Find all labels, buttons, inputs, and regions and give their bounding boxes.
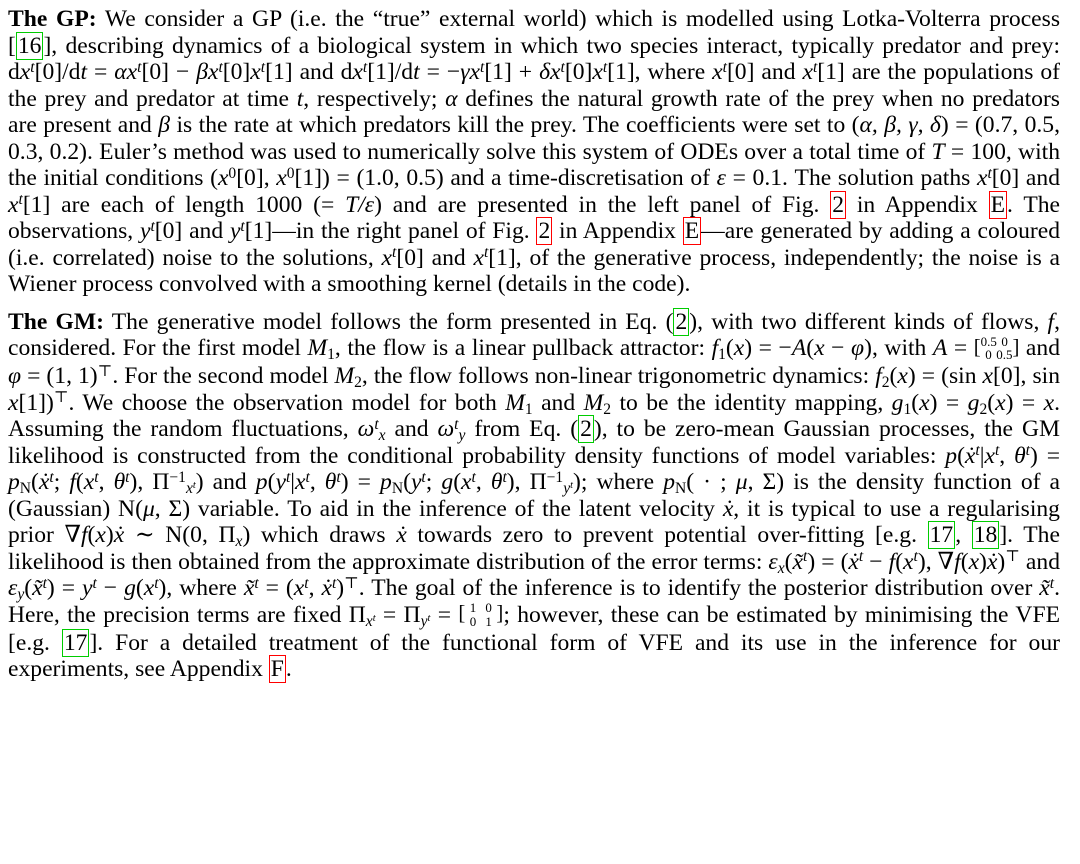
paragraph-generative-model: The GM: The generative model follows the form presented in Eq. (2), with two different kinds of flows, f, considered. For the first model $M_1$, the flow is a linear pullback attractor: $f_1(x) = -A(x - \varphi)$, with A = [0.5 0 0 0.5] and φ = (1, 1)⊤. For the second model $M_2$, the flow follows non-linear trigonometric dynamics: $f_2(x) = (\sin$ x[0], sin x[1])⊤. We choose the observation model for both $M_1$ and $M_2$ to be the identity mapping, $g_1(x) = g_2(x) = x$. Assuming the random fluctuations, $\omega^t_x$ and $\omega^t_y$ from Eq. (2), to be zero-mean Gaussian processes, the GM likelihood is constructed from the conditional probability density functions of model variables: $p(ẋ^t|x^t$, $\theta^t$) = $p_N(ẋ^t$; $f(x^t$, $\theta^t$), $\Pi^{-1}_{x^t}$) and $p(y^t|x^t$, $\theta^t) = p_N(y^t$; $g(x^t$, $\theta^t$), $\Pi^{-1}_{y^t}$); where $p_N$( · ; μ, Σ) is the density function of a (Gaussian) N(μ, Σ) variable. To aid in the inference of the latent velocity ẋ, it is typical to use a regularising prior ∇f(x)ẋ ∼ N(0, $\Pi_x$) which draws ẋ towards zero to prevent potential over-fitting [e.g. 17, 18]. The likelihood is then obtained from the approximate distribution of the error terms: $\varepsilon_x(x̃^t)$ = (ẋ$^t$ − $f(x^t)$, ∇f(x)ẋ)⊤ and $\varepsilon_y(x̃^t) = y^t - g(x^t)$, where x̃$^t$ = ($x^t$, ẋ$^t$)⊤. The goal of the inference is to identify the posterior distribution over x̃$^t$. Here, the precision terms are fixed $\Pi_{x^t} = \Pi_{y^t}$ = [ 1 0 0 1 ]; however, these can be estimated by minimising the VFE [e.g. 17]. For a detailed treatment of the functional form of VFE and its use in the inference for our experiments, see Appendix F. xyxy=(8,308,1061,683)
appendix-link-f[interactable]: F xyxy=(270,656,284,683)
matrix-a: [0.5 0 0 0.5] xyxy=(973,333,1020,363)
matrix-identity: [ 1 0 0 1 ] xyxy=(458,600,504,629)
page xyxy=(8,6,1060,683)
equation-link-2[interactable]: 2 xyxy=(675,308,688,335)
citation-link-16[interactable]: 16 xyxy=(17,32,42,59)
paragraph-generative-process: The GP: We consider a GP (i.e. the “true” external world) which is modelled using Lotka-Volterra process [16], describing dynamics of a biological system in which two species interact, typically predator and prey: $dx^t[0]/dt = \alpha x^t[0] - \beta x^t[0]x^t[1]$ and $dx^t[1]/dt = -\gamma x^t[1] + \delta x^t[0]x^t[1]$, where $x^t[0]$ and $x^t[1]$ are the populations of the prey and predator at time t, respectively; α defines the natural growth rate of the prey when no predators are present and β is the rate at which predators kill the prey. The coefficients were set to (α, β, γ, δ) = (0.7, 0.5, 0.3, 0.2). Euler’s method was used to numerically solve this system of ODEs over a total time of T = 100, with the initial conditions ($x^0[0]$, $x^0[1]) = (1.0$, 0.5) and a time-discretisation of ε = 0.1. The solution paths $x^t[0]$ and $x^t[1]$ are each of length 1000 (= T/ε) and are presented in the left panel of Fig. 2 in Appendix E. The observations, $y^t[0]$ and $y^t[1]—in$ the right panel of Fig. 2 in Appendix E—are generated by adding a coloured (i.e. correlated) noise to the solutions, $x^t[0]$ and $x^t[1]$, of the generative process, independently; the noise is a Wiener process convolved with a smoothing kernel (details in the code). xyxy=(8,6,1061,297)
citation-link-18[interactable]: 18 xyxy=(973,522,998,549)
paragraph-heading-gp: The GP xyxy=(8,6,89,32)
equation-link-2[interactable]: 2 xyxy=(580,416,592,443)
citation-link-17[interactable]: 17 xyxy=(929,522,954,549)
appendix-link-e[interactable]: E xyxy=(990,191,1006,218)
figure-link-2[interactable]: 2 xyxy=(832,191,845,218)
appendix-link-e[interactable]: E xyxy=(684,218,700,244)
paragraph-heading-gm: The GM xyxy=(8,308,97,335)
figure-link-2[interactable]: 2 xyxy=(538,218,551,244)
citation-link-17[interactable]: 17 xyxy=(63,629,88,656)
